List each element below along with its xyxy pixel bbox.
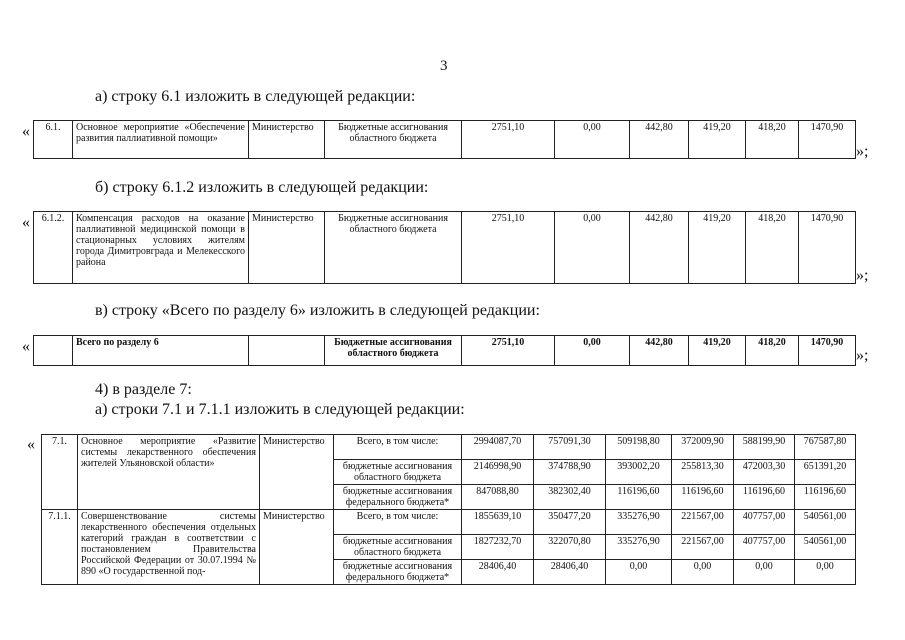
value-cell: 1470,90 [799,212,856,284]
value-cell: 116196,60 [734,485,795,510]
value-cell: 509198,80 [606,435,672,460]
value-cell: 382302,40 [534,485,606,510]
value-cell: 757091,30 [534,435,606,460]
heading-rows-7-1: а) строки 7.1 и 7.1.1 изложить в следующей редакции: [95,401,465,418]
value-cell: 116196,60 [672,485,734,510]
open-quote: « [27,436,35,453]
row-source: Бюджетные ассигнования областного бюджета [325,212,462,284]
heading-total-6: в) строку «Всего по разделу 6» изложить в следующей редакции: [95,302,540,319]
value-cell: 0,00 [734,560,795,585]
row-name: Основное мероприятие «Обеспечение развития паллиативной помощи» [73,121,249,159]
value-cell: 1855639,10 [462,510,534,535]
value-cell: 2146998,90 [462,460,534,485]
value-cell: 335276,90 [606,510,672,535]
value-cell: 472003,30 [734,460,795,485]
value-cell: 335276,90 [606,535,672,560]
value-cell: 0,00 [672,560,734,585]
value-cell: 442,80 [630,336,689,366]
value-cell: 0,00 [555,212,630,284]
value-cell: 442,80 [630,212,689,284]
value-cell: 2751,10 [462,336,555,366]
row-source: бюджетные ассигнования федерального бюджета* [334,485,462,510]
value-cell: 0,00 [795,560,856,585]
row-name: Компенсация расходов на оказание паллиативной медицинской помощи в стационарных условиях жителям города Димитровграда и Мелекесского района [73,212,249,284]
row-source: Бюджетные ассигнования областного бюджета [325,121,462,159]
row-executor: Министерство [260,435,334,510]
value-cell: 255813,30 [672,460,734,485]
row-number: 6.1.2. [34,212,73,284]
row-executor: Министерство [249,121,325,159]
value-cell: 407757,00 [734,535,795,560]
value-cell: 350477,20 [534,510,606,535]
value-cell: 767587,80 [795,435,856,460]
open-quote: « [22,214,30,231]
value-cell: 588199,90 [734,435,795,460]
value-cell: 651391,20 [795,460,856,485]
value-cell: 372009,90 [672,435,734,460]
value-cell: 442,80 [630,121,689,159]
value-cell: 393002,20 [606,460,672,485]
row-executor: Министерство [249,212,325,284]
value-cell: 419,20 [689,212,746,284]
row-source: Всего, в том числе: [334,435,462,460]
row-number: 7.1.1. [42,510,78,585]
value-cell: 374788,90 [534,460,606,485]
table-section-7 [41,434,856,585]
value-cell: 0,00 [555,336,630,366]
value-cell: 28406,40 [462,560,534,585]
row-source: Всего, в том числе: [334,510,462,535]
row-name: Совершенствование системы лекарственного обеспечения отдельных категорий граждан в соответствии с постановлением Правительства Российской Федерации от 30.07.1994 № 890 «О государственной под- [78,510,260,585]
value-cell: 540561,00 [795,510,856,535]
value-cell: 322070,80 [534,535,606,560]
value-cell: 540561,00 [795,535,856,560]
heading-section-7: 4) в разделе 7: [95,381,192,398]
table-row-6-1-2 [33,211,856,284]
value-cell: 116196,60 [795,485,856,510]
row-source: Бюджетные ассигнования областного бюджета [325,336,462,366]
close-quote: »; [856,267,869,284]
value-cell: 847088,80 [462,485,534,510]
table-row-6-1 [33,120,856,159]
open-quote: « [22,338,30,355]
value-cell: 1470,90 [799,336,856,366]
value-cell: 419,20 [689,121,746,159]
row-source: бюджетные ассигнования федерального бюджета* [334,560,462,585]
value-cell: 418,20 [746,121,799,159]
row-name: Всего по разделу 6 [73,336,249,366]
row-name: Основное мероприятие «Развитие системы лекарственного обеспечения жителей Ульяновской области» [78,435,260,510]
value-cell: 418,20 [746,212,799,284]
value-cell: 407757,00 [734,510,795,535]
value-cell: 2751,10 [462,212,555,284]
value-cell: 221567,00 [672,535,734,560]
page-number: 3 [440,58,448,74]
value-cell: 28406,40 [534,560,606,585]
value-cell: 0,00 [606,560,672,585]
value-cell: 2751,10 [462,121,555,159]
value-cell: 418,20 [746,336,799,366]
close-quote: »; [856,347,869,364]
heading-row-6-1-2: б) строку 6.1.2 изложить в следующей редакции: [95,179,429,196]
value-cell: 116196,60 [606,485,672,510]
close-quote: »; [856,143,869,160]
row-source: бюджетные ассигнования областного бюджета [334,460,462,485]
row-number: 6.1. [34,121,73,159]
row-executor: Министерство [260,510,334,585]
value-cell: 1470,90 [799,121,856,159]
value-cell: 2994087,70 [462,435,534,460]
value-cell: 419,20 [689,336,746,366]
value-cell: 0,00 [555,121,630,159]
heading-row-6-1: а) строку 6.1 изложить в следующей редакции: [95,88,416,105]
row-number: 7.1. [42,435,78,510]
empty-cell [34,336,73,366]
row-source: бюджетные ассигнования областного бюджета [334,535,462,560]
open-quote: « [22,123,30,140]
table-total-6 [33,335,856,366]
value-cell: 1827232,70 [462,535,534,560]
empty-cell [249,336,325,366]
value-cell: 221567,00 [672,510,734,535]
